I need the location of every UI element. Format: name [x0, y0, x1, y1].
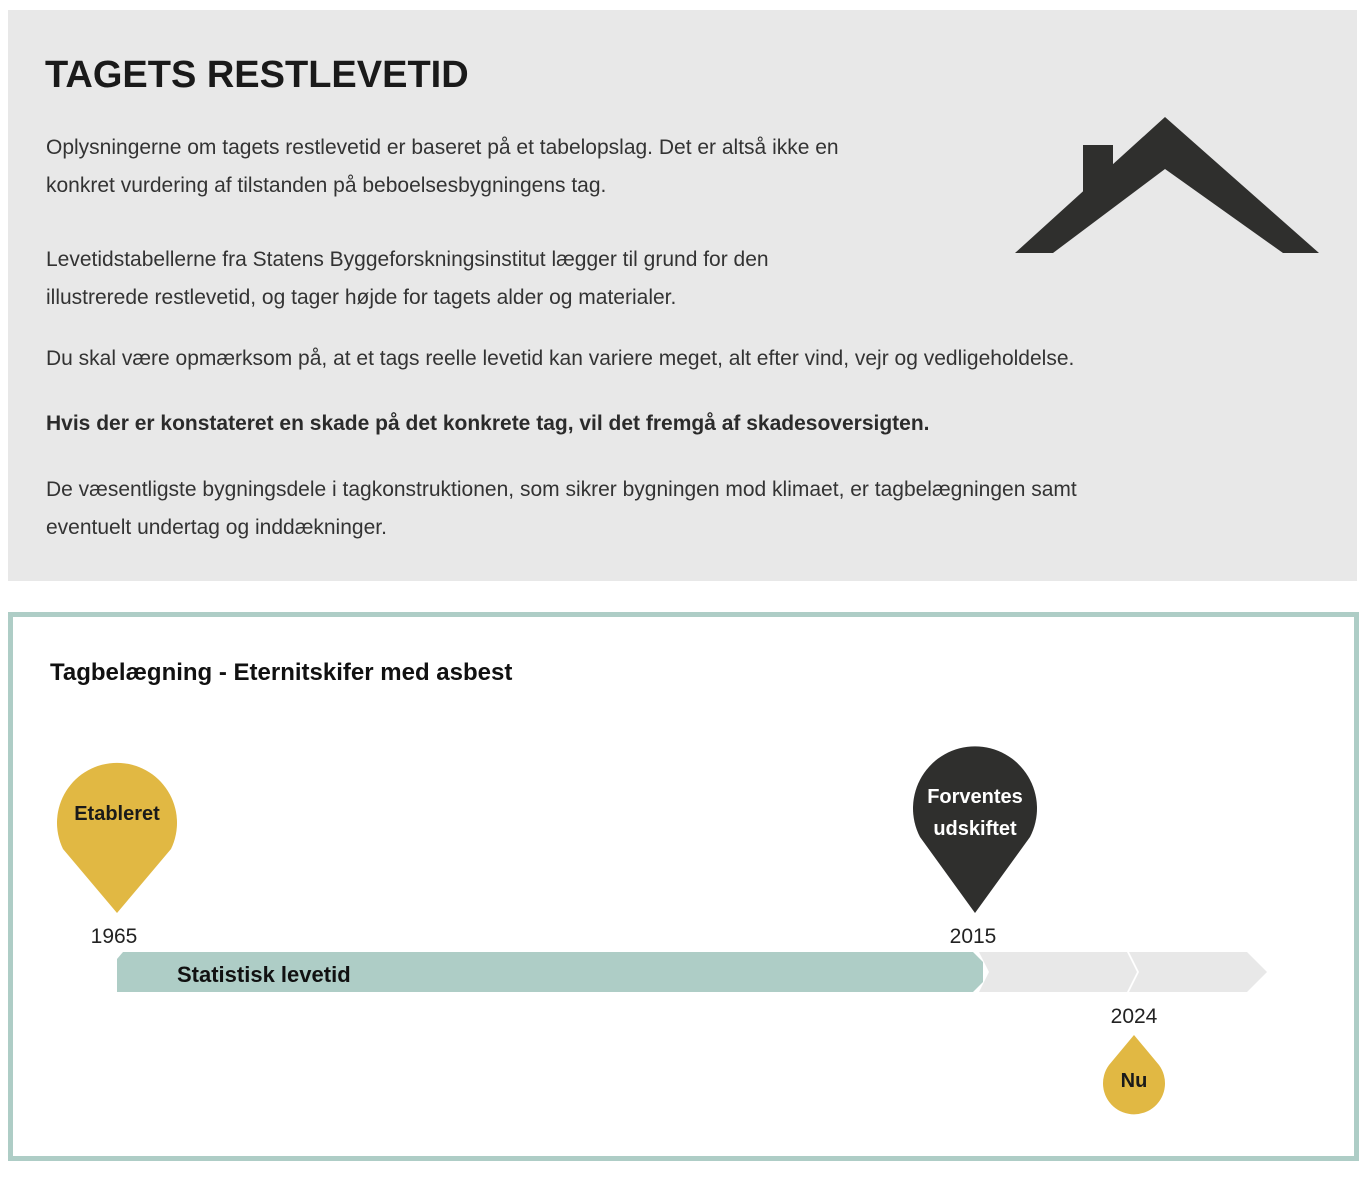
timeline-graphic	[13, 617, 1354, 1156]
paragraph-line: De væsentligste bygningsdele i tagkonstruktionen, som sikrer bygningen mod klimaet, er tagbelægningen samt	[46, 478, 1077, 501]
info-panel	[8, 10, 1357, 581]
etableret-label: Etableret	[74, 803, 160, 825]
bar-label: Statistisk levetid	[177, 962, 351, 987]
paragraph-line: eventuelt undertag og inddækninger.	[46, 516, 387, 539]
paragraph-line: illustrerede restlevetid, og tager højde for tagets alder og materialer.	[46, 286, 677, 309]
paragraph-line: Oplysningerne om tagets restlevetid er baseret på et tabelopslag. Det er altså ikke en	[46, 136, 839, 159]
paragraph-bygningsdele	[46, 471, 1077, 547]
timeline-title: Tagbelægning - Eternitskifer med asbest	[50, 659, 513, 686]
timeline-card	[8, 612, 1359, 1161]
udskiftet-label: udskiftet	[933, 818, 1017, 840]
paragraph-line: Du skal være opmærksom på, at et tags reelle levetid kan variere meget, alt efter vind, vejr og vedligeholdelse.	[46, 347, 1075, 370]
info-title: TAGETS RESTLEVETID	[45, 54, 469, 96]
etableret-pin	[57, 763, 177, 913]
paragraph-line: konkret vurdering af tilstanden på beboelsesbygningens tag.	[46, 174, 607, 197]
remaining-segment-1	[979, 952, 1137, 992]
paragraph-levetidstabeller	[46, 241, 769, 317]
paragraph-tabelopslag	[46, 129, 839, 205]
remaining-segment-2	[1129, 952, 1267, 992]
year-now: 2024	[1110, 1005, 1158, 1028]
paragraph-opmaerksom	[46, 340, 1074, 378]
nu-marker	[1103, 1035, 1165, 1114]
year-replace: 2015	[949, 925, 997, 948]
year-established: 1965	[90, 925, 138, 948]
house-roof-icon	[1015, 115, 1319, 253]
nu-label: Nu	[1120, 1070, 1148, 1092]
forventes-udskiftet-pin	[913, 746, 1037, 913]
forventes-label: Forventes	[927, 786, 1023, 808]
paragraph-line: Levetidstabellerne fra Statens Byggeforskningsinstitut lægger til grund for den	[46, 248, 769, 271]
paragraph-skade	[46, 405, 930, 443]
paragraph-line: Hvis der er konstateret en skade på det konkrete tag, vil det fremgå af skadesoversigten.	[46, 412, 930, 435]
